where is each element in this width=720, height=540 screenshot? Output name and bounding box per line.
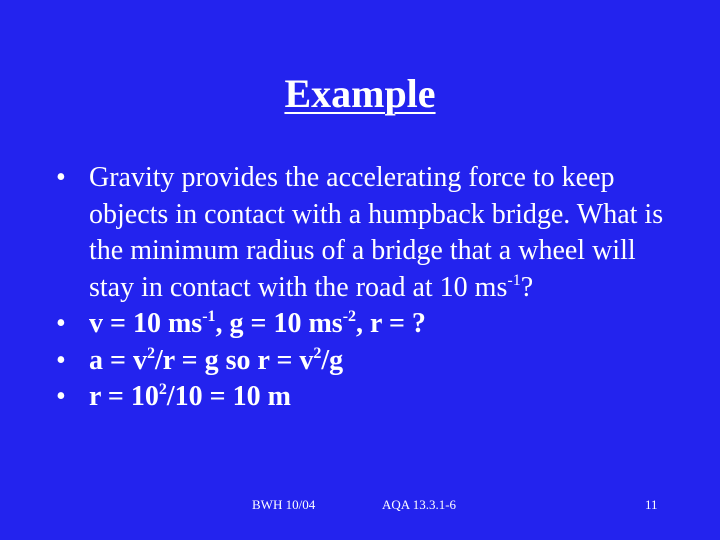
answer-end: /10 = 10 m xyxy=(166,381,291,412)
slide-title-text: Example xyxy=(284,71,436,116)
bullet-list xyxy=(56,160,666,416)
footer-syllabus-ref: AQA 13.3.1-6 xyxy=(382,497,457,512)
bullet-equation xyxy=(56,343,666,380)
given-g-exponent: -2 xyxy=(342,308,357,325)
answer-r: r = 10 xyxy=(89,381,159,412)
given-r: , r = ? xyxy=(356,308,426,339)
slide-title xyxy=(0,70,720,118)
equation-a-exponent: 2 xyxy=(146,344,155,362)
question-unit-exponent: -1 xyxy=(507,271,521,289)
bullet-answer xyxy=(56,379,666,416)
equation-end: /g xyxy=(321,344,344,376)
bullet-question xyxy=(56,160,666,306)
given-g: , g = 10 ms xyxy=(215,308,343,339)
given-v-exponent: -1 xyxy=(202,308,216,325)
bullet-dot-icon: • xyxy=(56,308,66,339)
given-v: v = 10 ms xyxy=(89,308,203,339)
bullet-dot-icon: • xyxy=(56,381,66,412)
equation-mid: /r = g so r = v xyxy=(154,344,314,376)
answer-exponent: 2 xyxy=(158,381,167,398)
bullet-dot-icon: • xyxy=(56,162,66,193)
footer-page-number: 11 xyxy=(645,497,658,512)
bullet-given-values xyxy=(56,306,666,343)
equation-a: a = v xyxy=(89,344,147,376)
equation-mid-exponent: 2 xyxy=(313,344,322,362)
question-text: Gravity provides the accelerating force to keep objects in contact with a humpback bridge. What is the minimum radius of a bridge that a wheel will stay in contact with the road at 10 ms xyxy=(89,162,664,303)
bullet-dot-icon: • xyxy=(56,344,66,376)
question-end: ? xyxy=(520,271,534,303)
footer-author-date: BWH 10/04 xyxy=(252,497,316,512)
